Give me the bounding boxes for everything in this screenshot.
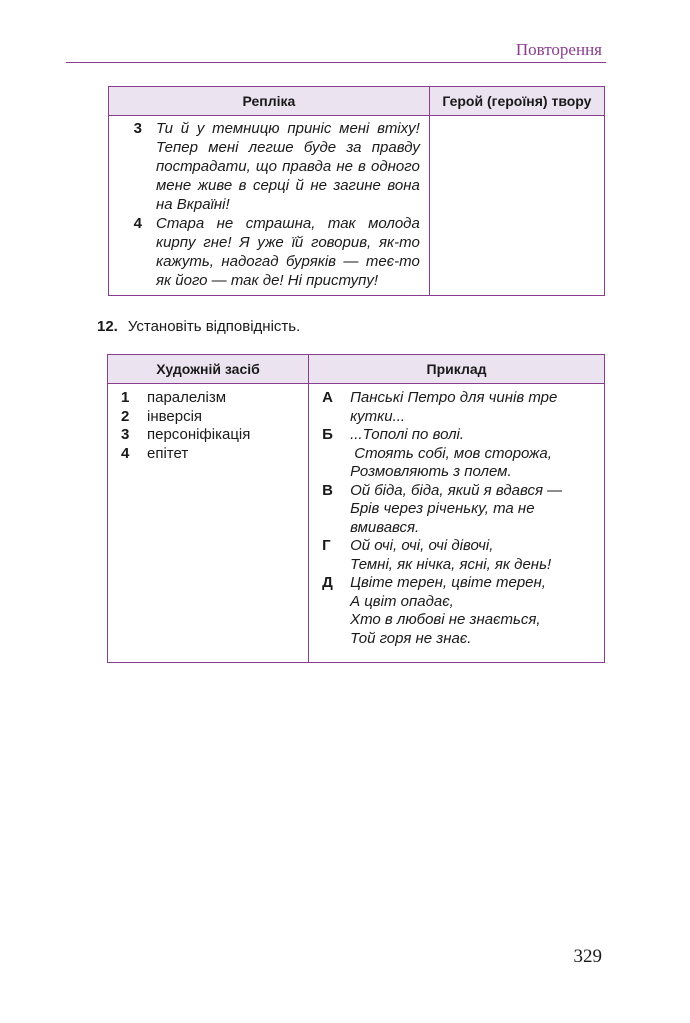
means-number: 4 [121,444,130,462]
example-item [322,537,597,574]
means-item [121,408,307,427]
means-number: 3 [121,426,130,443]
example-line: Цвіте терен, цвіте терен, [350,574,546,591]
replica-number: 3 [133,120,142,137]
example-item [322,482,597,538]
replica-hero-table [108,86,605,296]
hero-answer-cell[interactable] [429,116,604,296]
example-line: Розмовляють з полем. [350,463,512,480]
means-label: епітет [147,444,189,462]
example-line: Ой очі, очі, очі дівочі, [350,537,494,554]
replica-item [110,119,420,214]
example-letter: Б [322,426,333,443]
means-label: паралелізм [147,389,227,406]
col-header-replica: Репліка [109,87,430,116]
example-letter: А [322,389,333,406]
task-number: 12. [97,318,118,335]
running-title: Повторення [515,40,602,59]
matching-table [107,354,605,663]
means-label: інверсія [147,407,203,425]
example-line: Хто в любові не знається, [350,611,541,628]
replica-number: 4 [133,215,142,232]
example-letter: Г [322,537,331,554]
col-header-hero: Герой (героїня) твору [429,87,604,116]
task-text: Установіть відповідність. [127,318,301,335]
example-item [322,574,597,648]
example-line: Стоять собі, мов сторожа, [350,444,552,462]
task-12 [97,318,300,335]
means-item [121,426,307,445]
col-header-means: Художній засіб [108,355,309,384]
examples-cell [309,384,605,663]
example-letter: Д [322,574,333,591]
means-item [121,445,307,464]
col-header-example: Приклад [309,355,605,384]
example-line: ...Тополі по волі. [350,426,465,443]
example-line: вмивався. [350,518,420,536]
replica-item [110,214,420,290]
example-line: Брів через річеньку, та не [350,500,535,517]
example-line: Ой біда, біда, який я вдався — [350,481,563,499]
means-number: 1 [121,389,130,406]
means-item [121,389,307,408]
means-number: 2 [121,407,130,425]
example-line: Панські Петро для чинів тре [350,389,558,406]
example-line: Той горя не знає. [350,629,472,647]
example-line: Темні, як нічка, ясні, як день! [350,555,552,573]
header-rule [66,62,606,63]
means-cell [108,384,309,663]
replica-cell [109,116,430,296]
example-line: А цвіт опадає, [350,592,454,610]
example-item [322,389,597,426]
example-item [322,426,597,482]
replica-text: Ти й у темницю приніс мені втіху! Тепер мені легше буде за правду пострадати, що правда не в одного мене живе в серці й не загине вона на Вкраїні! [156,120,420,213]
example-letter: В [322,481,333,499]
example-line: кутки... [350,407,406,425]
page-number: 329 [573,946,602,967]
means-label: персоніфікація [147,426,251,443]
replica-text: Стара не страшна, так молода кирпу гне! Я уже їй говорив, як-то кажуть, надогад буряків — теє-то як його — так де! Ні приступу! [156,215,420,289]
